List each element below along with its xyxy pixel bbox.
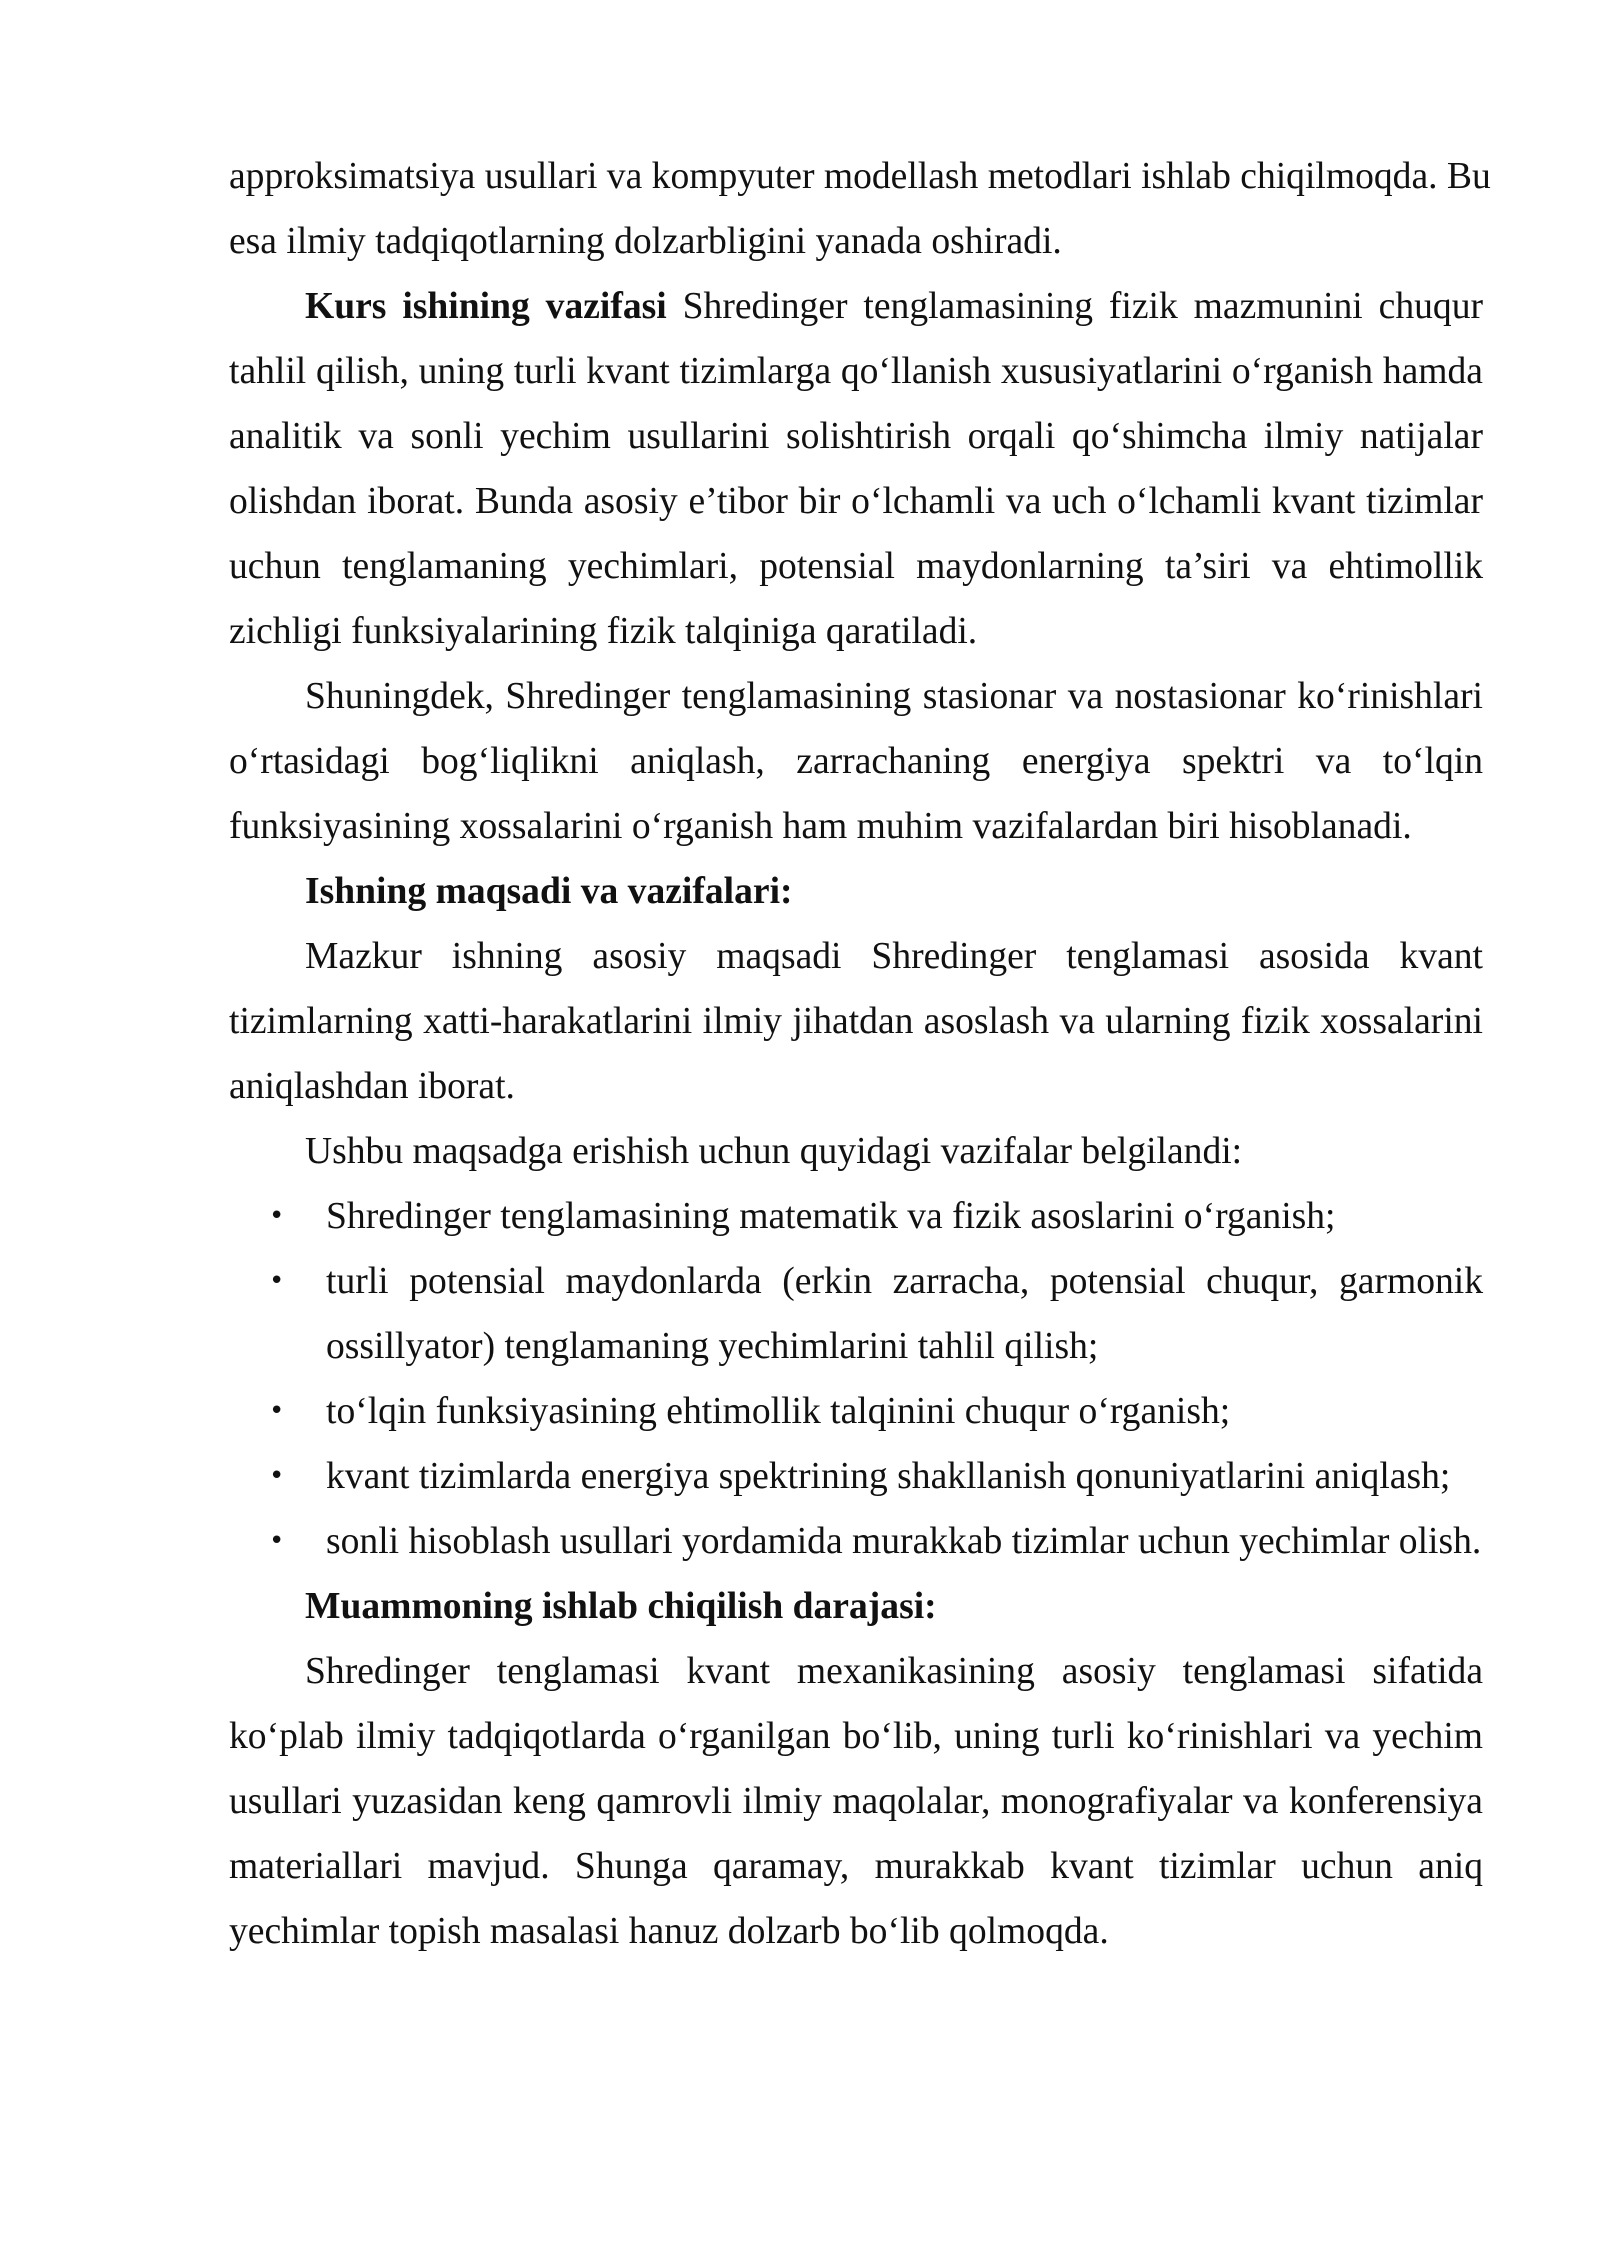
bullet-marker: • [269, 1461, 285, 1491]
text-line: approksimatsiya usullari va kompyuter modellash metodlari ishlab chiqilmoqda. Bu [229, 156, 1491, 197]
bullet-marker: • [269, 1266, 285, 1296]
text-line: funksiyasining xossalarini o‘rganish ham muhim vazifalardan biri hisoblanadi. [229, 806, 1412, 847]
page-body [229, 144, 1491, 1964]
bold-lead-term: Kurs ishining vazifasi [305, 286, 667, 327]
text-line: sonli hisoblash usullari yordamida murakkab tizimlar uchun yechimlar olish. [326, 1521, 1482, 1562]
text-line: ko‘plab ilmiy tadqiqotlarda o‘rganilgan bo‘lib, uning turli ko‘rinishlari va yechim [229, 1716, 1483, 1757]
text-line: yechimlar topish masalasi hanuz dolzarb bo‘lib qolmoqda. [229, 1911, 1109, 1952]
paragraph-intro-continuation [229, 144, 1491, 274]
list-item [229, 1184, 1483, 1249]
text-line: Shredinger tenglamasi kvant mexanikasining asosiy tenglamasi sifatida [305, 1651, 1483, 1692]
paragraph-list-intro: Ushbu maqsadga erishish uchun quyidagi vazifalar belgilandi: [305, 1131, 1243, 1172]
text-line: analitik va sonli yechim usullarini solishtirish orqali qo‘shimcha ilmiy natijalar [229, 416, 1483, 457]
text-line: esa ilmiy tadqiqotlarning dolzarbligini yanada oshiradi. [229, 221, 1062, 262]
text-line: zichligi funksiyalarining fizik talqiniga qaratiladi. [229, 611, 978, 652]
bullet-marker: • [269, 1201, 285, 1231]
text-line: olishdan iborat. Bunda asosiy e’tibor bir o‘lchamli va uch o‘lchamli kvant tizimlar [229, 481, 1483, 522]
text-line: Mazkur ishning asosiy maqsadi Shredinger tenglamasi asosida kvant [305, 936, 1483, 977]
text-run: Shredinger tenglamasining fizik mazmunini chuqur [682, 286, 1483, 327]
text-line: to‘lqin funksiyasining ehtimollik talqinini chuqur o‘rganish; [326, 1391, 1231, 1432]
paragraph-main-goal [229, 924, 1483, 1119]
text-line: ossillyator) tenglamaning yechimlarini tahlil qilish; [326, 1326, 1099, 1367]
text-line: Shuningdek, Shredinger tenglamasining stasionar va nostasionar ko‘rinishlari [305, 676, 1483, 717]
text-line: Shredinger tenglamasining matematik va fizik asoslarini o‘rganish; [326, 1196, 1336, 1237]
paragraph-course-task [229, 274, 1483, 664]
list-item [229, 1509, 1483, 1574]
bullet-marker: • [269, 1396, 285, 1426]
text-line: tahlil qilish, uning turli kvant tizimlarga qo‘llanish xususiyatlarini o‘rganish hamda [229, 351, 1483, 392]
list-item [229, 1249, 1483, 1379]
paragraph-additional-tasks [229, 664, 1483, 859]
section-heading-goals: Ishning maqsadi va vazifalari: [305, 871, 793, 912]
bullet-marker: • [269, 1526, 285, 1556]
list-item [229, 1444, 1483, 1509]
text-line [229, 274, 1483, 339]
text-line: kvant tizimlarda energiya spektrining shakllanish qonuniyatlarini aniqlash; [326, 1456, 1451, 1497]
bullet-list-tasks [229, 1184, 1483, 1574]
list-item [229, 1379, 1483, 1444]
text-line: materiallari mavjud. Shunga qaramay, murakkab kvant tizimlar uchun aniq [229, 1846, 1483, 1887]
text-line: uchun tenglamaning yechimlari, potensial maydonlarning ta’siri va ehtimollik [229, 546, 1483, 587]
text-line: usullari yuzasidan keng qamrovli ilmiy maqolalar, monografiyalar va konferensiya [229, 1781, 1483, 1822]
text-line: turli potensial maydonlarda (erkin zarracha, potensial chuqur, garmonik [326, 1261, 1483, 1302]
section-heading-problem-level: Muammoning ishlab chiqilish darajasi: [305, 1586, 937, 1627]
paragraph-problem-level [229, 1639, 1483, 1964]
text-line: tizimlarning xatti-harakatlarini ilmiy jihatdan asoslash va ularning fizik xossalarini [229, 1001, 1483, 1042]
text-line: aniqlashdan iborat. [229, 1066, 515, 1107]
text-line: o‘rtasidagi bog‘liqlikni aniqlash, zarrachaning energiya spektri va to‘lqin [229, 741, 1483, 782]
